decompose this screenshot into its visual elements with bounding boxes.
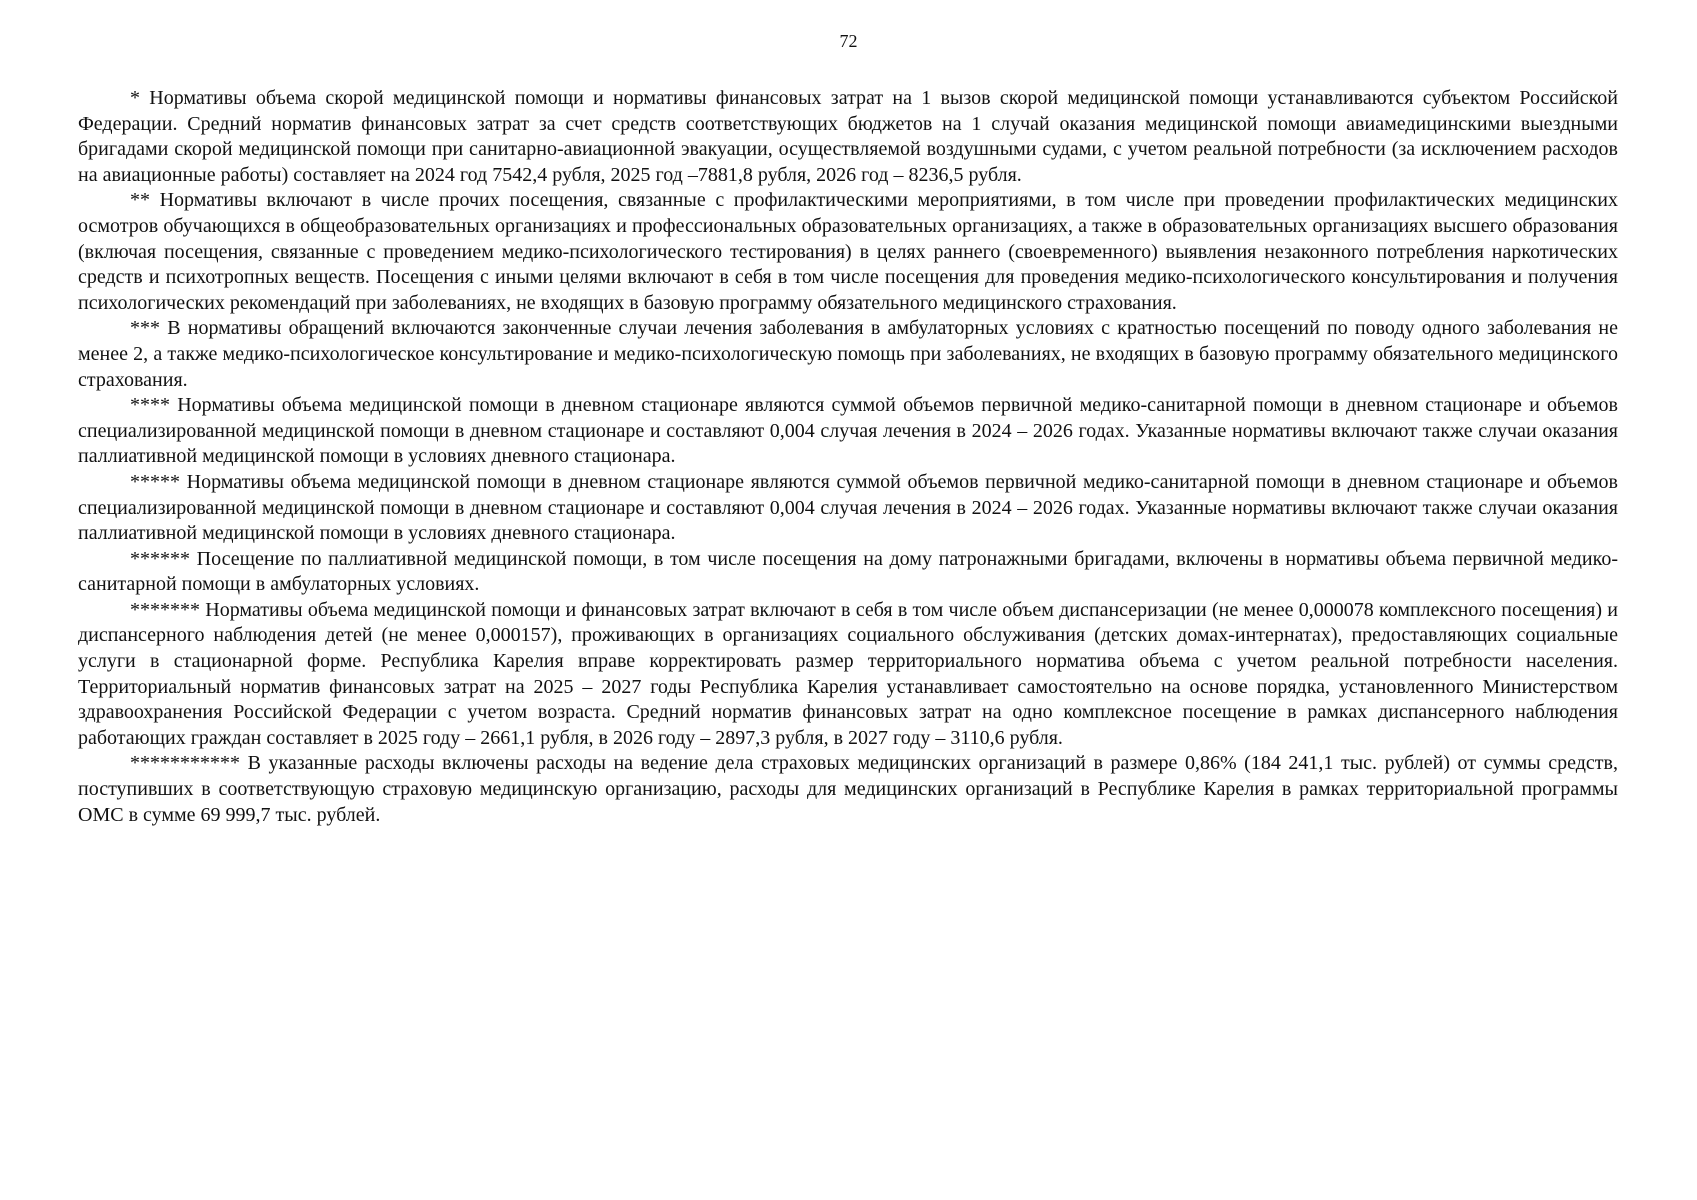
page-number: 72 [839, 31, 858, 51]
footnote-outpatient-treatment: *** В нормативы обращений включаются законченные случаи лечения заболевания в амбулаторных условиях с кратностью посещений по поводу одного заболевания не менее 2, а также медико-психологическое консультирование и медико-психологическую помощь при заболеваниях, не входящих в базовую программу обязательного медицинского страхования. [78, 317, 1618, 391]
footnote-day-hospital-norms-repeat: ***** Нормативы объема медицинской помощи в дневном стационаре являются суммой объемов первичной медико-санитарной помощи в дневном стационаре и объемов специализированной медицинской помощи в дневном стационаре и составляют 0,004 случая лечения в 2024 – 2026 годах. Указанные нормативы включают также случаи оказания паллиативной медицинской помощи в условиях дневного стационара. [78, 470, 1618, 545]
footnote-dispensary-norms: ******* Нормативы объема медицинской помощи и финансовых затрат включают в себя в том числе объем диспансеризации (не менее 0,000078 комплексного посещения) и диспансерного наблюдения детей (не менее 0,000157), проживающих в организациях социального обслуживания (детских домах-интернатах), предоставляющих социальные услуги в стационарной форме. Республика Карелия вправе корректировать размер территориального норматива объема с учетом реальной потребности населения. Территориальный норматив финансовых затрат на 2025 – 2027 годы Республика Карелия устанавливает самостоятельно на основе порядка, установленного Министерством здравоохранения Российской Федерации с учетом возраста. Средний норматив финансовых затрат на одно комплексное посещение в рамках диспансерного наблюдения работающих граждан составляет в 2025 году – 2661,1 рубля, в 2026 году – 2897,3 рубля, в 2027 году – 3110,6 рубля. [78, 598, 1618, 749]
footnote-day-hospital-norms: **** Нормативы объема медицинской помощи в дневном стационаре являются суммой объемов первичной медико-санитарной помощи в дневном стационаре и объемов специализированной медицинской помощи в дневном стационаре и составляют 0,004 случая лечения в 2024 – 2026 годах. Указанные нормативы включают также случаи оказания паллиативной медицинской помощи в условиях дневного стационара. [78, 394, 1618, 468]
footnote-preventive-visits: ** Нормативы включают в числе прочих посещения, связанные с профилактическими мероприятиями, в том числе при проведении профилактических медицинских осмотров обучающихся в общеобразовательных организациях и профессиональных образовательных организациях, а также в образовательных организациях высшего образования (включая посещения, связанные с проведением медико-психологического тестирования) в целях раннего (своевременного) выявления незаконного потребления наркотических средств и психотропных веществ. Посещения с иными целями включают в себя в том числе посещения для проведения медико-психологического консультирования и получения психологических рекомендаций при заболеваниях, не входящих в базовую программу обязательного медицинского страхования. [78, 189, 1618, 314]
footnote-palliative-visits: ****** Посещение по паллиативной медицинской помощи, в том числе посещения на дому патронажными бригадами, включены в нормативы объема первичной медико-санитарной помощи в амбулаторных условиях. [78, 547, 1618, 596]
footnotes-section [78, 86, 1618, 828]
footnote-insurance-expenses: *********** В указанные расходы включены расходы на ведение дела страховых медицинских организаций в размере 0,86% (184 241,1 тыс. рублей) от суммы средств, поступивших в соответствующую страховую медицинскую организацию, расходы для медицинских организаций в Республике Карелия в рамках территориальной программы ОМС в сумме 69 999,7 тыс. рублей. [78, 752, 1618, 826]
footnote-ambulance-norms: * Нормативы объема скорой медицинской помощи и нормативы финансовых затрат на 1 вызов скорой медицинской помощи устанавливаются субъектом Российской Федерации. Средний норматив финансовых затрат за счет средств соответствующих бюджетов на 1 случай оказания медицинской помощи авиамедицинскими выездными бригадами скорой медицинской помощи при санитарно-авиационной эвакуации, осуществляемой воздушными судами, с учетом реальной потребности (за исключением расходов на авиационные работы) составляет на 2024 год 7542,4 рубля, 2025 год –7881,8 рубля, 2026 год – 8236,5 рубля. [78, 87, 1618, 186]
